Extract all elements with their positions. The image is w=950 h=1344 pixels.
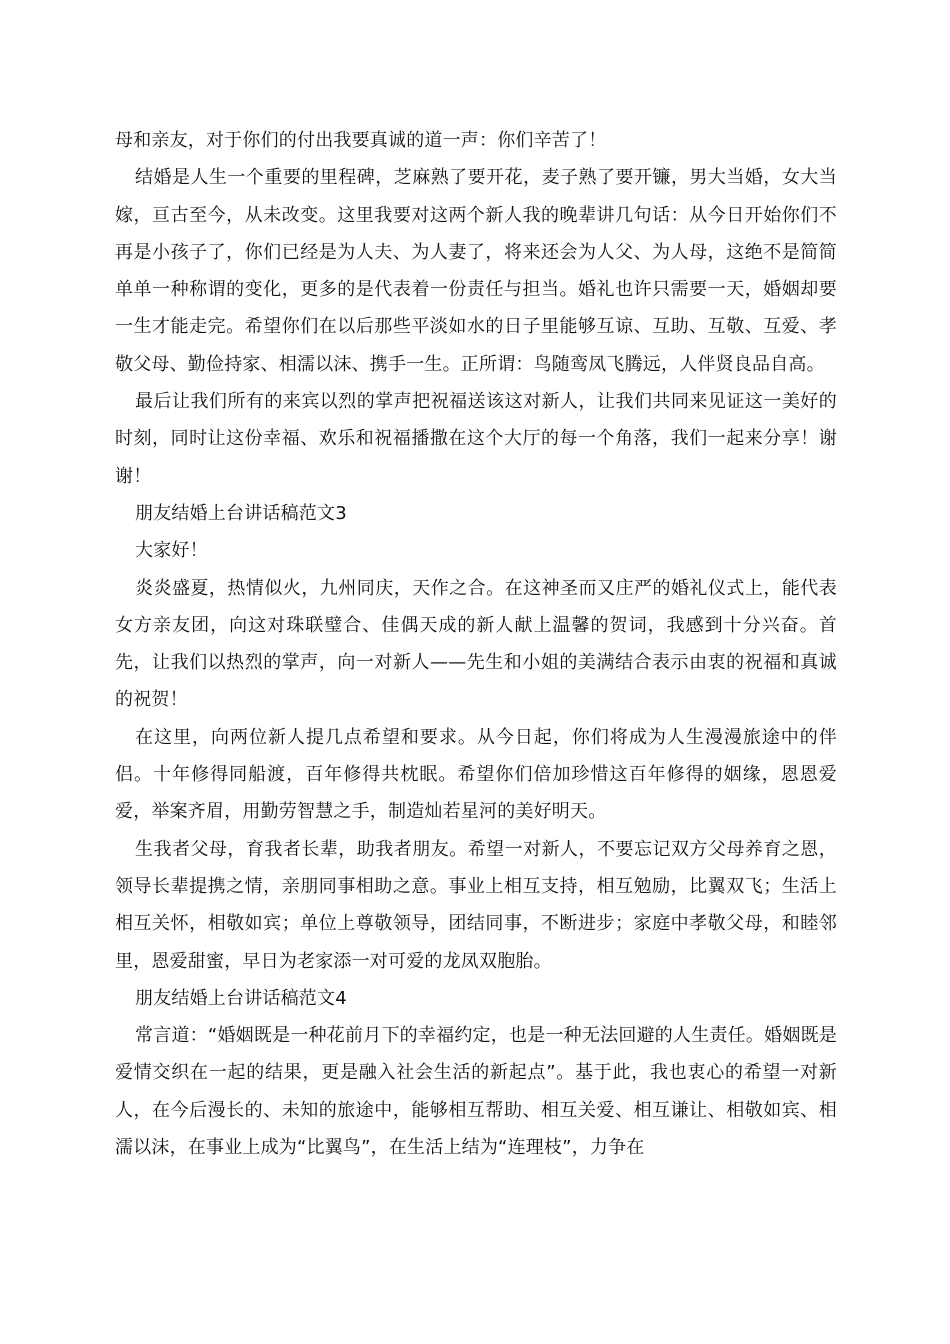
paragraph-7: 在这里，向两位新人提几点希望和要求。从今日起，你们将成为人生漫漫旅途中的伴侣。十年修得同船渡，百年修得共枕眠。希望你们倍加珍惜这百年修得的姻缘，恩恩爱爱，举案齐眉，用勤劳智慧之手，制造灿若星河的美好明天。 [115, 726, 837, 823]
greeting: 大家好！ [135, 540, 208, 562]
section-heading-4: 朋友结婚上台讲话稿范文4 [135, 987, 347, 1009]
document-body [115, 122, 837, 1166]
paragraph-6: 炎炎盛夏，热情似火，九州同庆，天作之合。在这神圣而又庄严的婚礼仪式上，能代表女方亲友团，向这对珠联璧合、佳偶天成的新人献上温馨的贺词，我感到十分兴奋。首先，让我们以热烈的掌声，向一对新人——先生和小姐的美满结合表示由衷的祝福和真诚的祝贺！ [115, 577, 837, 711]
section-heading-3: 朋友结婚上台讲话稿范文3 [135, 502, 347, 524]
paragraph-1: 母和亲友，对于你们的付出我要真诚的道一声：你们辛苦了！ [115, 130, 607, 151]
paragraph-8: 生我者父母，育我者长辈，助我者朋友。希望一对新人，不要忘记双方父母养育之恩，领导长辈提携之情，亲朋同事相助之意。事业上相互支持，相互勉励，比翼双飞；生活上相互关怀，相敬如宾；单位上尊敬领导，团结同事，不断进步；家庭中孝敬父母，和睦邻里，恩爱甜蜜，早日为老家添一对可爱的龙凤双胞胎。 [115, 838, 837, 972]
paragraph-2: 结婚是人生一个重要的里程碑，芝麻熟了要开花，麦子熟了要开镰，男大当婚，女大当嫁，亘古至今，从未改变。这里我要对这两个新人我的晚辈讲几句话：从今日开始你们不再是小孩子了，你们已经是为人夫、为人妻了，将来还会为人父、为人母，这绝不是简简单单一种称谓的变化，更多的是代表着一份责任与担当。婚礼也许只需要一天，婚姻却要一生才能走完。希望你们在以后那些平淡如水的日子里能够互谅、互助、互敬、互爱、孝敬父母、勤俭持家、相濡以沫、携手一生。正所谓：鸟随鸾凤飞腾远，人伴贤良品自高。 [115, 167, 837, 375]
paragraph-3: 最后让我们所有的来宾以烈的掌声把祝福送该这对新人，让我们共同来见证这一美好的时刻，同时让这份幸福、欢乐和祝福播撒在这个大厅的每一个角落，我们一起来分享！谢谢！ [115, 391, 837, 487]
paragraph-10: 常言道：“婚姻既是一种花前月下的幸福约定，也是一种无法回避的人生责任。婚姻既是爱情交织在一起的结果，更是融入社会生活的新起点”。基于此，我也衷心的希望一对新人，在今后漫长的、未知的旅途中，能够相互帮助、相互关爱、相互谦让、相敬如宾、相濡以沫，在事业上成为“比翼鸟”，在生活上结为“连理枝”，力争在 [115, 1025, 837, 1159]
